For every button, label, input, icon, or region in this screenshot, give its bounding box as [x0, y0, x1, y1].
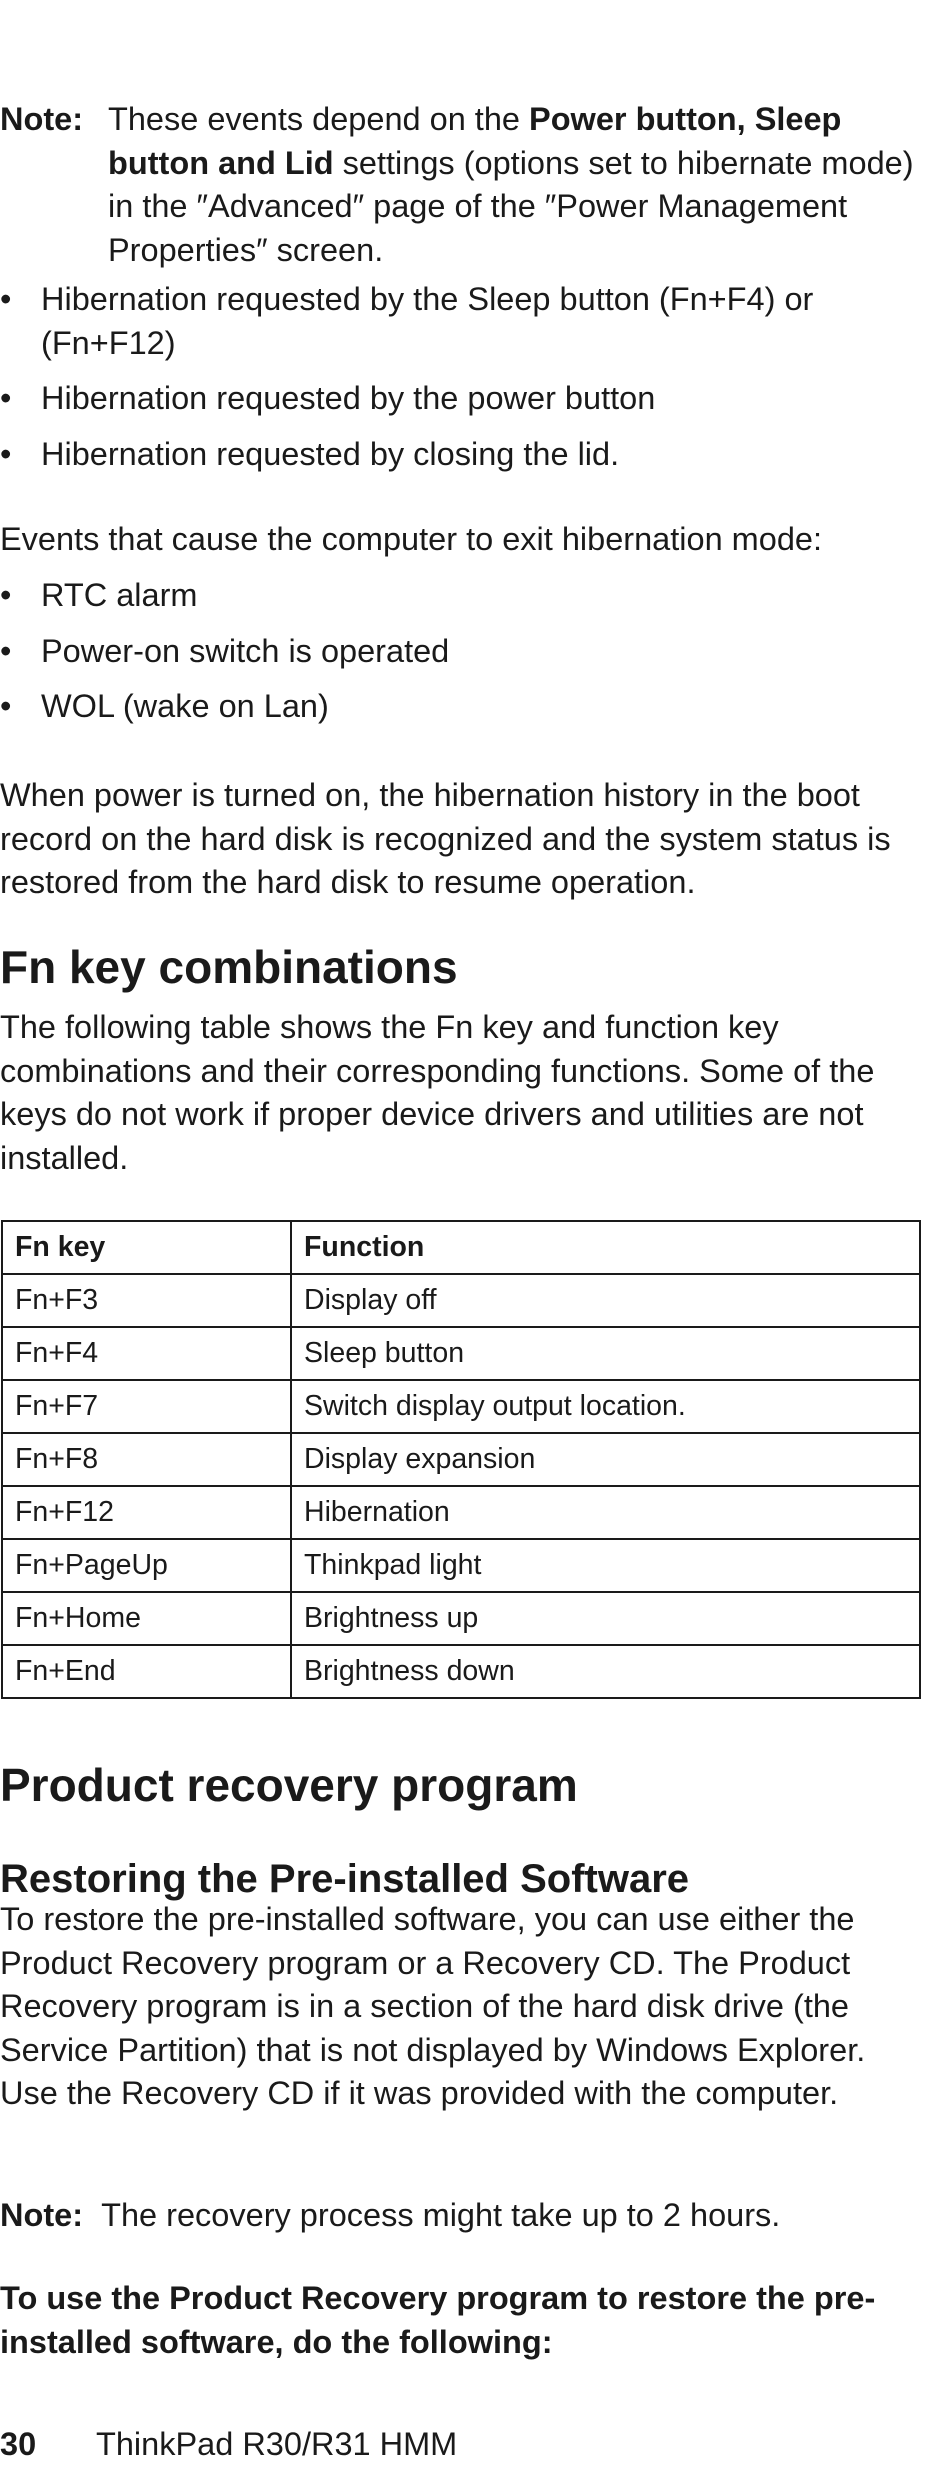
bullet-icon: •: [0, 577, 12, 613]
note-bold-text: Power button, Sleep button and Lid: [108, 101, 842, 181]
column-header-function: Function: [291, 1221, 920, 1274]
note-label: Note:: [0, 101, 84, 137]
list-item-text: Hibernation requested by the power button: [41, 380, 656, 416]
list-item-text: Hibernation requested by the Sleep button (Fn+F4) or (Fn+F12): [41, 281, 814, 361]
power-on-paragraph: When power is turned on, the hibernation history in the boot record on the hard disk is recognized and the system status is restored from the hard disk to resume operation.: [0, 777, 891, 900]
function-cell: Display expansion: [291, 1433, 920, 1486]
table-header-row: [2, 1221, 920, 1274]
list-item: [0, 630, 930, 674]
recovery-instruction: To use the Product Recovery program to restore the pre-installed software, do the following:: [0, 2280, 876, 2360]
page-footer: [0, 2424, 457, 2464]
note-text-before: These events depend on the: [108, 101, 530, 137]
fn-key-cell: Fn+F3: [2, 1274, 291, 1327]
fn-key-cell: Fn+F8: [2, 1433, 291, 1486]
table-row: [2, 1274, 920, 1327]
function-cell: Brightness up: [291, 1592, 920, 1645]
column-header-fn-key: Fn key: [2, 1221, 291, 1274]
note-block: [0, 98, 930, 272]
recovery-heading: Product recovery program: [0, 1759, 578, 1811]
list-item-text: Power-on switch is operated: [41, 632, 450, 669]
fn-key-table: [1, 1220, 921, 1699]
page-number: 30: [0, 2426, 37, 2462]
function-cell: Sleep button: [291, 1327, 920, 1380]
list-item: [0, 377, 930, 421]
function-cell: Brightness down: [291, 1645, 920, 1698]
recovery-note: [0, 2194, 930, 2238]
fn-key-heading: Fn key combinations: [0, 941, 458, 993]
fn-key-cell: Fn+Home: [2, 1592, 291, 1645]
note-text-after: settings (options set to hibernate mode) in the ″Advanced″ page of the ″Power Management Properties″ screen.: [108, 144, 914, 268]
function-cell: Thinkpad light: [291, 1539, 920, 1592]
exit-event-list: [0, 574, 930, 741]
table-row: [2, 1592, 920, 1645]
fn-key-cell: Fn+End: [2, 1645, 291, 1698]
table-row: [2, 1486, 920, 1539]
exit-events-intro: Events that cause the computer to exit hibernation mode:: [0, 521, 823, 557]
list-item: [0, 574, 930, 618]
recovery-note-label: Note:: [0, 2197, 84, 2233]
restore-paragraph: To restore the pre-installed software, you can use either the Product Recovery program or a Recovery CD. The Product Recovery program is in a section of the hard disk drive (the Service Partition) that is not displayed by Windows Explorer. Use the Recovery CD if it was provided with the computer.: [0, 1901, 866, 2111]
fn-key-intro: The following table shows the Fn key and function key combinations and their corresponding functions. Some of the keys do not work if proper device drivers and utilities are not installed.: [0, 1009, 875, 1176]
list-item-text: Hibernation requested by closing the lid.: [41, 435, 620, 472]
hibernate-trigger-list: [0, 278, 930, 488]
fn-key-cell: Fn+F12: [2, 1486, 291, 1539]
fn-key-cell: Fn+F7: [2, 1380, 291, 1433]
restore-subheading: Restoring the Pre-installed Software: [0, 1857, 690, 1901]
bullet-icon: •: [0, 688, 12, 724]
recovery-note-text: The recovery process might take up to 2 hours.: [101, 2197, 781, 2233]
list-item: [0, 433, 930, 477]
table-row: [2, 1539, 920, 1592]
table-row: [2, 1327, 920, 1380]
note-body: [108, 98, 930, 272]
fn-key-cell: Fn+F4: [2, 1327, 291, 1380]
bullet-icon: •: [0, 281, 12, 317]
fn-key-cell: Fn+PageUp: [2, 1539, 291, 1592]
bullet-icon: •: [0, 435, 12, 472]
table-row: [2, 1433, 920, 1486]
list-item: [0, 278, 930, 365]
list-item-text: RTC alarm: [41, 577, 198, 613]
bullet-icon: •: [0, 632, 12, 669]
table-row: [2, 1645, 920, 1698]
function-cell: Switch display output location.: [291, 1380, 920, 1433]
list-item-text: WOL (wake on Lan): [41, 688, 329, 724]
function-cell: Hibernation: [291, 1486, 920, 1539]
bullet-icon: •: [0, 380, 12, 416]
function-cell: Display off: [291, 1274, 920, 1327]
table-row: [2, 1380, 920, 1433]
footer-title: ThinkPad R30/R31 HMM: [96, 2426, 458, 2462]
list-item: [0, 685, 930, 729]
